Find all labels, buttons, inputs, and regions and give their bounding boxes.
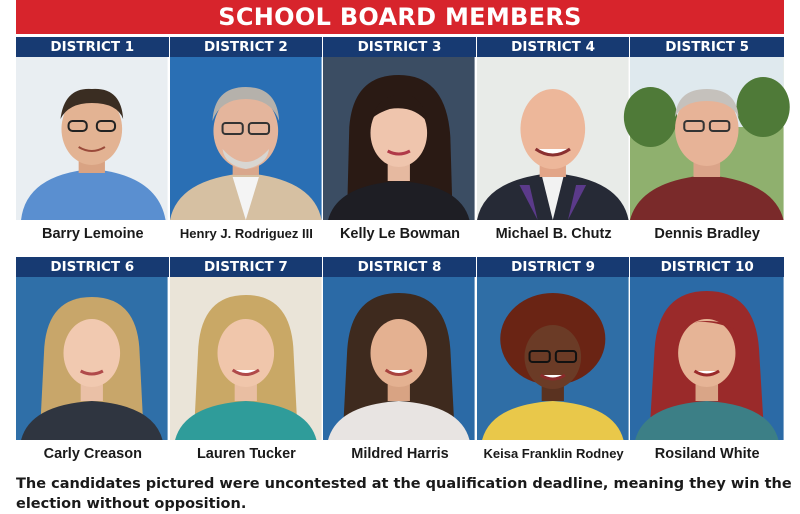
district-label: DISTRICT 2 — [170, 37, 324, 57]
member-photo — [323, 277, 477, 440]
member-card — [323, 37, 477, 248]
members-row-2 — [16, 257, 784, 468]
member-photo — [16, 277, 170, 440]
member-photo — [16, 57, 170, 220]
member-name: Carly Creason — [43, 446, 142, 462]
district-label: DISTRICT 10 — [630, 257, 784, 277]
member-photo — [630, 57, 784, 220]
caption-text-continued: election without opposition. — [16, 496, 247, 512]
member-card — [170, 257, 324, 468]
member-card — [477, 257, 631, 468]
member-photo — [477, 57, 631, 220]
member-name: Barry Lemoine — [42, 226, 144, 242]
member-name: Rosiland White — [654, 446, 760, 462]
district-label: DISTRICT 1 — [16, 37, 170, 57]
member-photo — [170, 277, 324, 440]
page-title: SCHOOL BOARD MEMBERS — [16, 0, 784, 34]
member-photo — [170, 57, 324, 220]
district-label: DISTRICT 4 — [477, 37, 631, 57]
district-label: DISTRICT 7 — [170, 257, 324, 277]
member-name: Michael B. Chutz — [495, 226, 612, 242]
member-card — [16, 37, 170, 248]
member-photo — [477, 277, 631, 440]
member-name: Keisa Franklin Rodney — [483, 446, 624, 461]
district-label: DISTRICT 9 — [477, 257, 631, 277]
member-card — [477, 37, 631, 248]
district-label: DISTRICT 8 — [323, 257, 477, 277]
members-row-1 — [16, 37, 784, 248]
caption-text: The candidates pictured were uncontested at the qualification deadline, meaning they win the — [16, 476, 792, 492]
district-label: DISTRICT 6 — [16, 257, 170, 277]
district-label: DISTRICT 5 — [630, 37, 784, 57]
member-photo — [630, 277, 784, 440]
member-name: Dennis Bradley — [654, 226, 760, 242]
district-label: DISTRICT 3 — [323, 37, 477, 57]
member-card — [170, 37, 324, 248]
member-card — [16, 257, 170, 468]
member-photo — [323, 57, 477, 220]
member-card — [630, 257, 784, 468]
member-name: Henry J. Rodriguez III — [179, 226, 313, 241]
member-name: Lauren Tucker — [196, 446, 296, 462]
member-name: Mildred Harris — [351, 446, 449, 462]
member-card — [630, 37, 784, 248]
member-card — [323, 257, 477, 468]
member-name: Kelly Le Bowman — [339, 226, 461, 242]
